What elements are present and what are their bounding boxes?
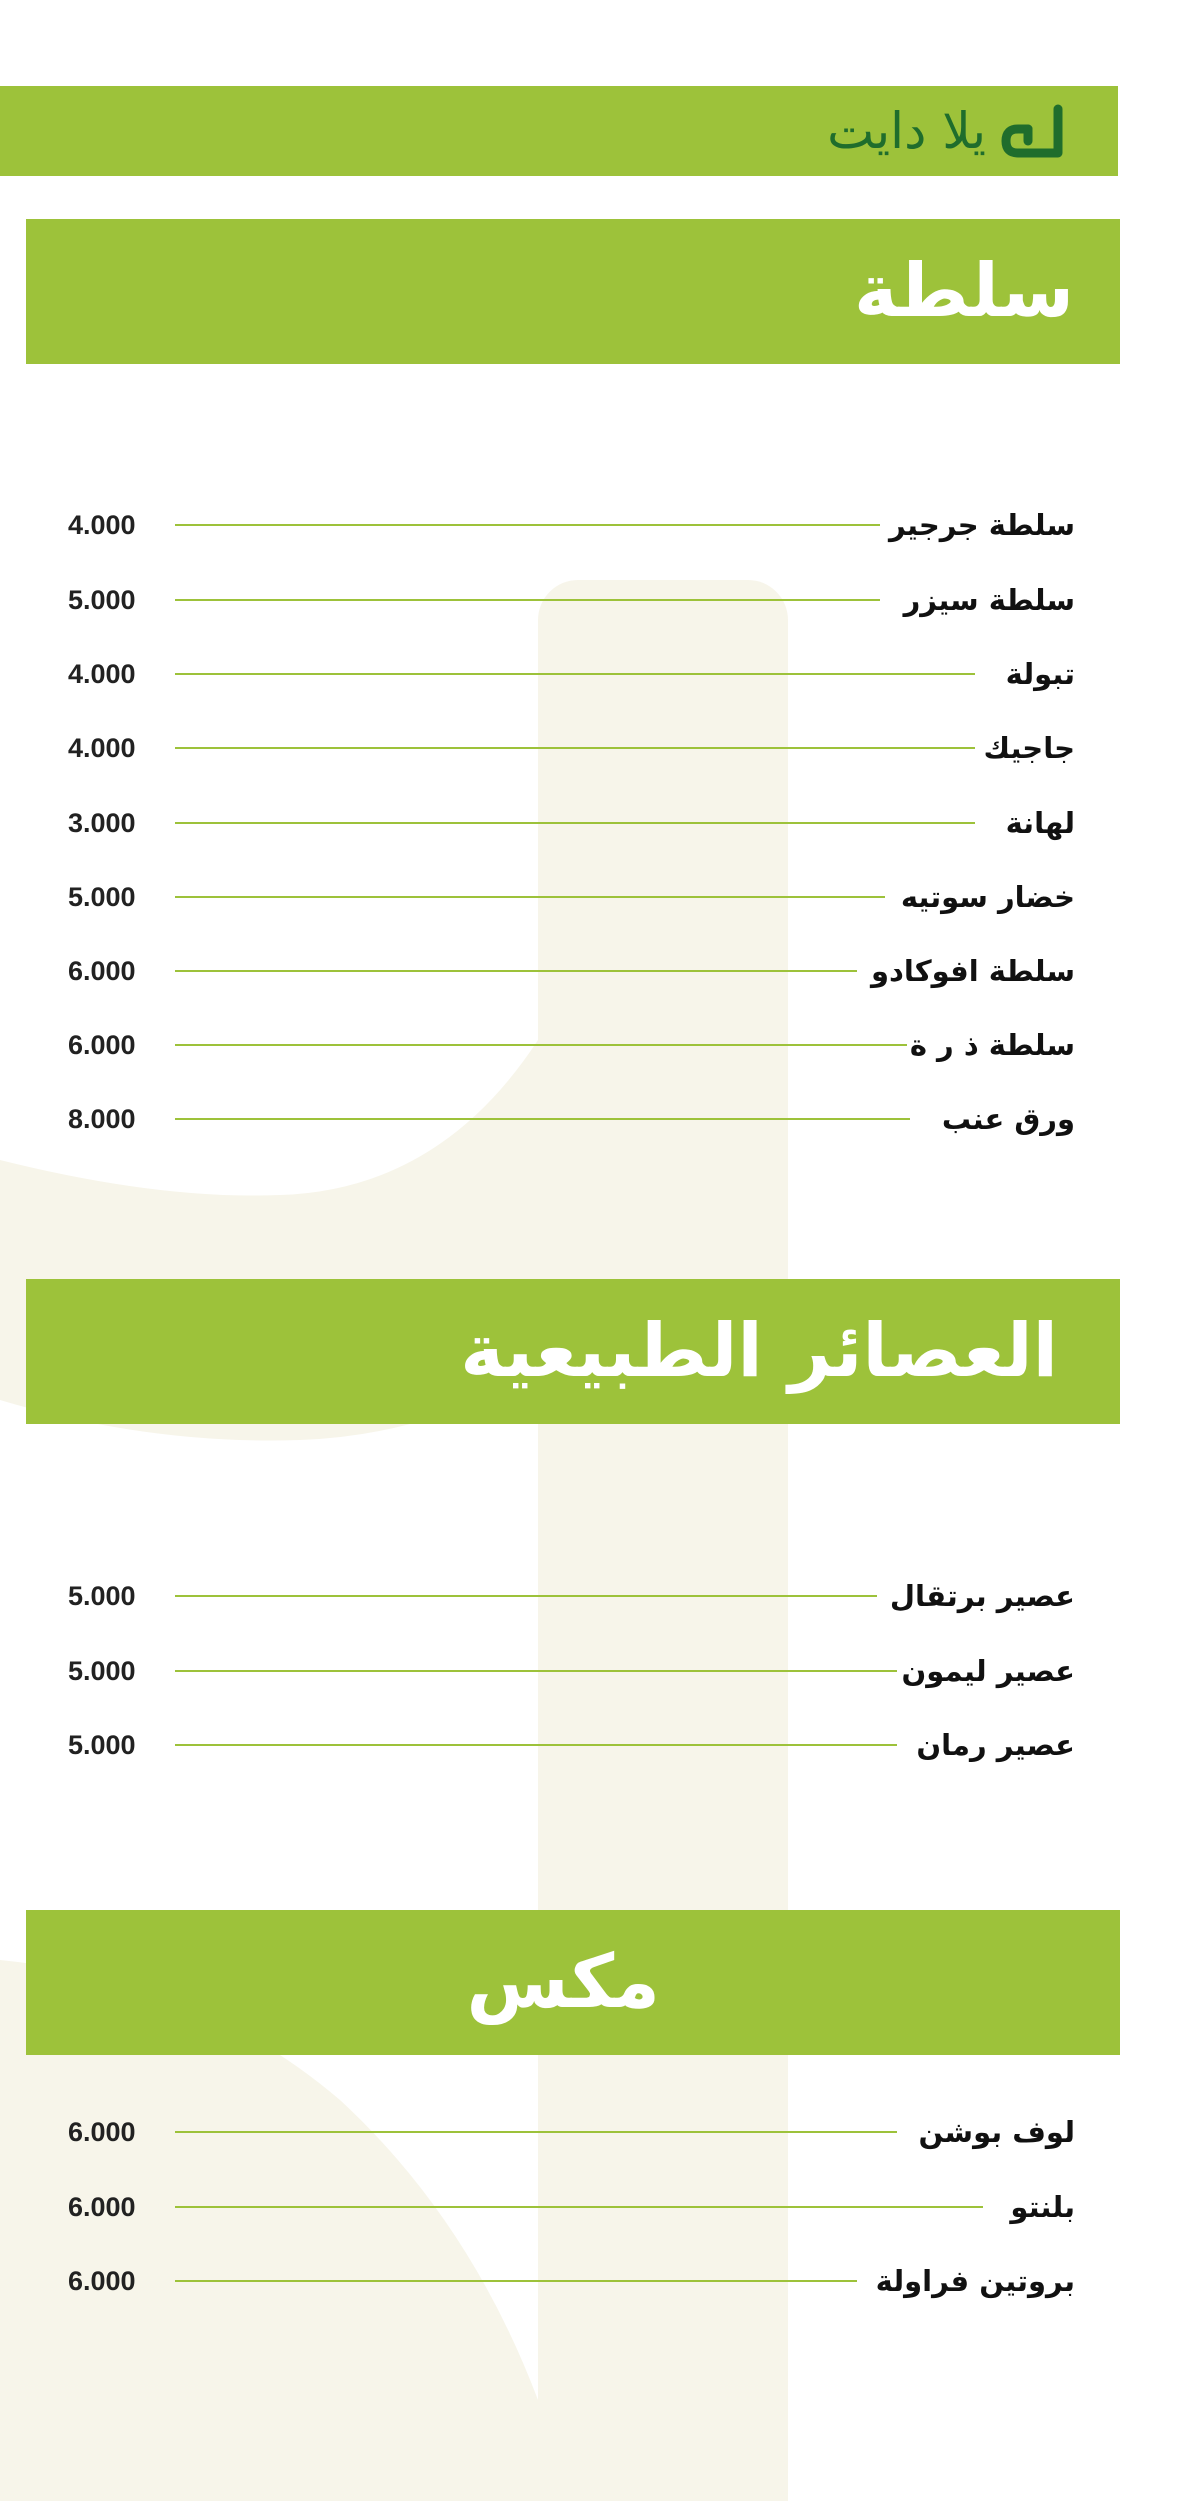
leader-line xyxy=(175,1595,877,1597)
item-name: ورق عنب xyxy=(941,1102,1075,1136)
menu-item xyxy=(0,1566,1201,1626)
item-name: خضار سوتيه xyxy=(900,880,1075,914)
item-price: 4.000 xyxy=(68,659,136,689)
item-price: 5.000 xyxy=(68,1656,136,1686)
item-price: 3.000 xyxy=(68,808,136,838)
item-price: 5.000 xyxy=(68,585,136,615)
section-title: سلطة xyxy=(854,248,1074,334)
item-price: 6.000 xyxy=(68,956,136,986)
item-price: 4.000 xyxy=(68,733,136,763)
leader-line xyxy=(175,1044,907,1046)
leader-line xyxy=(175,1670,897,1672)
item-name: بلنتو xyxy=(1010,2190,1075,2224)
menu-item xyxy=(0,867,1201,927)
menu-item xyxy=(0,2251,1201,2311)
menu-item xyxy=(0,1715,1201,1775)
item-name: سلطة ذ ر ة xyxy=(909,1028,1075,1062)
section-title: العصائر الطبيعية xyxy=(460,1308,1058,1394)
item-name: لهانة xyxy=(1005,806,1075,840)
leader-line xyxy=(175,822,975,824)
leader-line xyxy=(175,747,975,749)
leader-line xyxy=(175,2206,983,2208)
brand-lockup xyxy=(827,86,1070,176)
item-name: تبولة xyxy=(1005,657,1075,691)
leader-line xyxy=(175,896,885,898)
menu-item xyxy=(0,1641,1201,1701)
item-price: 6.000 xyxy=(68,2192,136,2222)
menu-item xyxy=(0,570,1201,630)
leader-line xyxy=(175,524,880,526)
menu-item xyxy=(0,1015,1201,1075)
item-name: سلطة جرجير xyxy=(888,508,1075,542)
menu-item xyxy=(0,941,1201,1001)
item-price: 4.000 xyxy=(68,510,136,540)
item-name: سلطة سيزر xyxy=(903,583,1075,617)
item-price: 5.000 xyxy=(68,1581,136,1611)
item-price: 5.000 xyxy=(68,1730,136,1760)
section-header-mix xyxy=(26,1910,1120,2055)
item-price: 5.000 xyxy=(68,882,136,912)
item-name: عصير رمان xyxy=(916,1728,1075,1762)
menu-item xyxy=(0,2102,1201,2162)
menu-item xyxy=(0,793,1201,853)
leader-line xyxy=(175,2131,897,2133)
section-header-juices xyxy=(26,1279,1120,1424)
item-price: 6.000 xyxy=(68,2266,136,2296)
leader-line xyxy=(175,1744,897,1746)
item-name: سلطة افوكادو xyxy=(870,954,1075,988)
menu-item xyxy=(0,644,1201,704)
section-header-salad xyxy=(26,219,1120,364)
leader-line xyxy=(175,673,975,675)
item-price: 6.000 xyxy=(68,2117,136,2147)
menu-item xyxy=(0,2177,1201,2237)
item-name: بروتين فراولة xyxy=(875,2264,1075,2298)
menu-item xyxy=(0,1089,1201,1149)
leader-line xyxy=(175,599,880,601)
item-name: لوف بوشن xyxy=(918,2115,1075,2149)
menu-item xyxy=(0,495,1201,555)
item-price: 8.000 xyxy=(68,1104,136,1134)
leader-line xyxy=(175,1118,910,1120)
brand-logo-icon xyxy=(998,101,1070,161)
menu-item xyxy=(0,718,1201,778)
item-price: 6.000 xyxy=(68,1030,136,1060)
brand-name: يلا دايت xyxy=(827,102,986,160)
leader-line xyxy=(175,970,857,972)
item-name: عصير ليمون xyxy=(901,1654,1075,1688)
brand-header xyxy=(0,86,1118,176)
item-name: جاجيك xyxy=(983,731,1075,765)
section-title: مكس xyxy=(466,1939,660,2025)
leader-line xyxy=(175,2280,857,2282)
item-name: عصير برتقال xyxy=(889,1579,1075,1613)
